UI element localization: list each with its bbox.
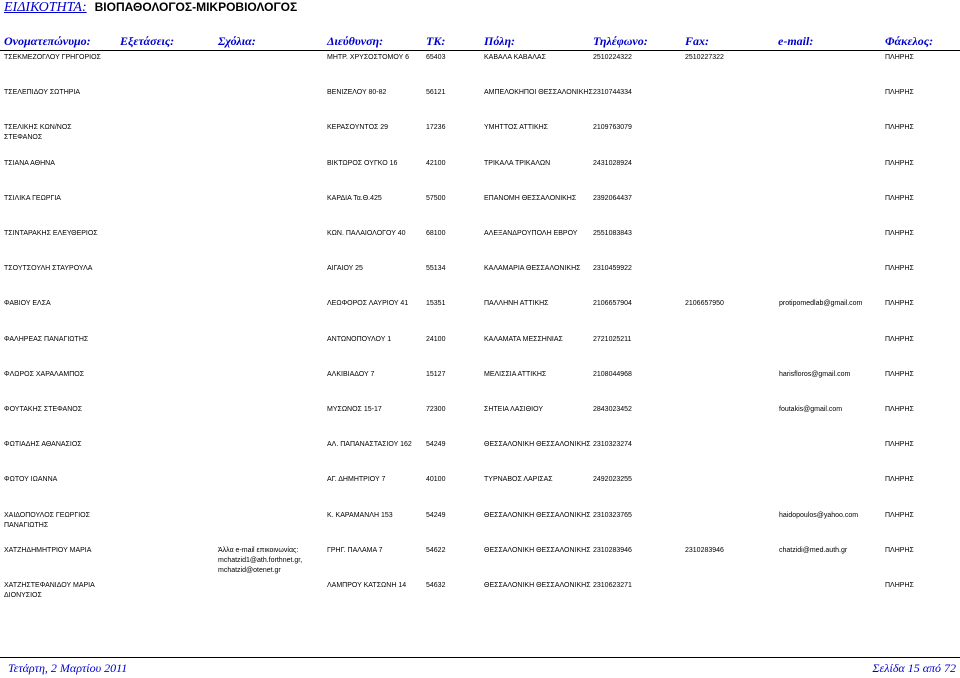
column-header-phone: Τηλέφωνο:	[593, 34, 648, 48]
cell-fax: 2310283946	[685, 546, 724, 554]
cell-zip: 57500	[426, 194, 446, 202]
table-row	[0, 159, 960, 193]
cell-folder: ΠΛΗΡΗΣ	[885, 406, 914, 413]
table-row	[0, 123, 960, 157]
table-row	[0, 405, 960, 439]
cell-address: ΚΑΡΔΙΑ Τα.Θ.425	[327, 194, 382, 202]
cell-name: ΤΣΕΛΕΠΙΔΟΥ ΣΩΤΗΡΙΑ	[4, 89, 81, 97]
cell-name: ΤΣΕΚΜΕΖΟΓΛΟΥ ΓΡΗΓΟΡΙΟΣ	[4, 54, 101, 61]
cell-name: ΤΣΙΛΙΚΑ ΓΕΩΡΓΙΑ	[4, 194, 61, 202]
cell-city: ΘΕΣΣΑΛΟΝΙΚΗ ΘΕΣΣΑΛΟΝΙΚΗΣ	[484, 511, 591, 519]
cell-folder: ΠΛΗΡΗΣ	[885, 300, 914, 308]
cell-city: ΚΑΛΑΜΑΡΙΑ ΘΕΣΣΑΛΟΝΙΚΗΣ	[484, 265, 581, 273]
cell-phone: 2310623271	[593, 582, 632, 589]
cell-phone: 2431028924	[593, 159, 632, 167]
cell-name: ΤΣΙΝΤΑΡΑΚΗΣ ΕΛΕΥΘΕΡΙΟΣ	[4, 230, 98, 237]
cell-name: ΦΩΤΙΑΔΗΣ ΑΘΑΝΑΣΙΟΣ	[4, 441, 82, 449]
table-row	[0, 88, 960, 122]
cell-city: ΕΠΑΝΟΜΗ ΘΕΣΣΑΛΟΝΙΚΗΣ	[484, 194, 577, 202]
cell-phone: 2310459922	[593, 265, 632, 273]
cell-folder: ΠΛΗΡΗΣ	[885, 582, 914, 589]
cell-zip: 15127	[426, 370, 446, 378]
cell-fax: 2106657950	[685, 300, 724, 308]
table-row	[0, 440, 960, 474]
cell-folder: ΠΛΗΡΗΣ	[885, 441, 914, 449]
cell-name: ΤΣΙΑΝΑ ΑΘΗΝΑ	[4, 159, 55, 167]
cell-comments: Άλλα e-mail επικοινωνίας: mchatzid1@ath.forthnet.gr, mchatzid@otenet.gr	[218, 546, 303, 574]
table-row	[0, 194, 960, 228]
cell-address: ΑΛ. ΠΑΠΑΝΑΣΤΑΣΙΟΥ 162	[327, 441, 412, 449]
cell-city: ΚΑΒΑΛΑ ΚΑΒΑΛΑΣ	[484, 54, 546, 61]
cell-city: ΤΥΡΝΑΒΟΣ ΛΑΡΙΣΑΣ	[484, 476, 553, 484]
cell-zip: 54622	[426, 546, 446, 554]
cell-folder: ΠΛΗΡΗΣ	[885, 194, 914, 202]
cell-phone: 2108044968	[593, 370, 632, 378]
footer-date: Τετάρτη, 2 Μαρτίου 2011	[8, 661, 128, 675]
column-header-comments: Σχόλια:	[218, 34, 256, 48]
cell-city: ΘΕΣΣΑΛΟΝΙΚΗ ΘΕΣΣΑΛΟΝΙΚΗΣ	[484, 546, 591, 554]
cell-email: haidopoulos@yahoo.com	[779, 511, 859, 519]
cell-phone: 2843023452	[593, 406, 632, 413]
cell-phone: 2551083843	[593, 230, 632, 237]
cell-email: foutakis@gmail.com	[779, 406, 843, 413]
cell-name: ΦΩΤΟΥ ΙΩΑΝΝΑ	[4, 476, 58, 484]
cell-phone: 2310323765	[593, 511, 632, 519]
table-row	[0, 546, 960, 580]
cell-address: ΚΩΝ. ΠΑΛΑΙΟΛΟΓΟΥ 40	[327, 230, 406, 237]
cell-phone: 2310283946	[593, 546, 632, 554]
cell-zip: 54249	[426, 511, 446, 519]
cell-address: ΒΙΚΤΩΡΟΣ ΟΥΓΚΟ 16	[327, 159, 398, 167]
cell-address: ΑΓ. ΔΗΜΗΤΡΙΟΥ 7	[327, 476, 386, 484]
column-header-address: Διεύθυνση:	[327, 34, 384, 48]
table-row	[0, 581, 960, 615]
cell-name: ΤΣΕΛΙΚΗΣ ΚΩΝ/ΝΟΣ ΣΤΕΦΑΝΟΣ	[4, 124, 72, 142]
cell-phone: 2721025211	[593, 335, 632, 343]
cell-address: ΜΥΣΩΝΟΣ 15-17	[327, 406, 382, 413]
column-header-folder: Φάκελος:	[885, 34, 934, 48]
cell-folder: ΠΛΗΡΗΣ	[885, 511, 914, 519]
page-footer	[0, 657, 960, 678]
cell-zip: 15351	[426, 300, 446, 308]
table-row	[0, 370, 960, 404]
cell-zip: 68100	[426, 230, 446, 237]
footer-page-number: Σελίδα 15 από 72	[872, 661, 956, 675]
cell-zip: 72300	[426, 406, 446, 413]
cell-name: ΧΑΤΖΗΔΗΜΗΤΡΙΟΥ ΜΑΡΙΑ	[4, 546, 92, 554]
table-row	[0, 335, 960, 369]
cell-city: ΤΡΙΚΑΛΑ ΤΡΙΚΑΛΩΝ	[484, 159, 551, 167]
cell-city: ΘΕΣΣΑΛΟΝΙΚΗ ΘΕΣΣΑΛΟΝΙΚΗΣ	[484, 441, 591, 449]
column-header-name: Ονοματεπώνυμο:	[4, 34, 91, 48]
cell-name: ΦΛΩΡΟΣ ΧΑΡΑΛΑΜΠΟΣ	[4, 370, 85, 378]
cell-email: harisfloros@gmail.com	[779, 370, 851, 378]
cell-city: ΑΜΠΕΛΟΚΗΠΟΙ ΘΕΣΣΑΛΟΝΙΚΗΣ	[484, 89, 593, 97]
cell-name: ΤΣΟΥΤΣΟΥΛΗ ΣΤΑΥΡΟΥΛΑ	[4, 265, 93, 273]
table-row	[0, 511, 960, 545]
cell-city: ΠΑΛΛΗΝΗ ΑΤΤΙΚΗΣ	[484, 300, 549, 308]
cell-address: ΛΕΩΦΟΡΟΣ ΛΑΥΡΙΟΥ 41	[327, 300, 409, 308]
cell-folder: ΠΛΗΡΗΣ	[885, 476, 914, 484]
cell-phone: 2492023255	[593, 476, 632, 484]
cell-name: ΧΑΤΖΗΣΤΕΦΑΝΙΔΟΥ ΜΑΡΙΑ ΔΙΟΝΥΣΙΟΣ	[4, 582, 95, 599]
cell-city: ΚΑΛΑΜΑΤΑ ΜΕΣΣΗΝΙΑΣ	[484, 335, 563, 343]
cell-address: ΚΕΡΑΣΟΥΝΤΟΣ 29	[327, 124, 389, 132]
cell-zip: 55134	[426, 265, 446, 273]
cell-address: ΒΕΝΙΖΕΛΟΥ 80-82	[327, 89, 387, 97]
cell-folder: ΠΛΗΡΗΣ	[885, 159, 914, 167]
cell-address: ΑΝΤΩΝΟΠΟΥΛΟΥ 1	[327, 335, 392, 343]
report-header	[4, 0, 297, 18]
cell-phone: 2109763079	[593, 124, 632, 132]
column-header-email: e-mail:	[778, 34, 814, 48]
cell-zip: 17236	[426, 124, 446, 132]
table-row	[0, 264, 960, 298]
cell-address: ΓΡΗΓ. ΠΑΛΑΜΑ 7	[327, 546, 383, 554]
cell-zip: 54632	[426, 582, 446, 589]
column-headers	[0, 34, 960, 51]
cell-city: ΣΗΤΕΙΑ ΛΑΣΙΘΙΟΥ	[484, 406, 544, 413]
cell-address: ΑΛΚΙΒΙΑΔΟΥ 7	[327, 370, 375, 378]
table-row	[0, 229, 960, 263]
cell-name: ΦΑΛΗΡΕΑΣ ΠΑΝΑΓΙΩΤΗΣ	[4, 335, 89, 343]
cell-folder: ΠΛΗΡΗΣ	[885, 124, 914, 132]
specialty-label: ΕΙΔΙΚΟΤΗΤΑ:	[4, 0, 87, 15]
column-header-city: Πόλη:	[484, 34, 516, 48]
cell-address: ΜΗΤΡ. ΧΡΥΣΟΣΤΟΜΟΥ 6	[327, 54, 409, 61]
cell-phone: 2310744334	[593, 89, 632, 97]
cell-fax: 2510227322	[685, 54, 724, 61]
cell-address: ΛΑΜΠΡΟΥ ΚΑΤΣΩΝΗ 14	[327, 582, 407, 589]
cell-zip: 24100	[426, 335, 446, 343]
cell-zip: 65403	[426, 54, 446, 61]
cell-email: chatzidi@med.auth.gr	[779, 546, 848, 554]
column-header-exams: Εξετάσεις:	[120, 34, 175, 48]
cell-folder: ΠΛΗΡΗΣ	[885, 370, 914, 378]
cell-phone: 2106657904	[593, 300, 632, 308]
cell-city: ΥΜΗΤΤΟΣ ΑΤΤΙΚΗΣ	[484, 124, 549, 132]
column-header-fax: Fax:	[685, 34, 709, 48]
table-row	[0, 475, 960, 509]
cell-zip: 54249	[426, 441, 446, 449]
cell-phone: 2392064437	[593, 194, 632, 202]
specialty-value: ΒΙΟΠΑΘΟΛΟΓΟΣ-ΜΙΚΡΟΒΙΟΛΟΓΟΣ	[94, 0, 298, 14]
cell-address: Κ. ΚΑΡΑΜΑΝΛΗ 153	[327, 511, 393, 519]
table-row	[0, 53, 960, 87]
cell-city: ΘΕΣΣΑΛΟΝΙΚΗ ΘΕΣΣΑΛΟΝΙΚΗΣ	[484, 582, 591, 589]
cell-phone: 2510224322	[593, 54, 632, 61]
cell-folder: ΠΛΗΡΗΣ	[885, 54, 914, 61]
cell-folder: ΠΛΗΡΗΣ	[885, 546, 914, 554]
cell-zip: 56121	[426, 89, 446, 97]
cell-folder: ΠΛΗΡΗΣ	[885, 230, 914, 237]
table-row	[0, 299, 960, 333]
cell-city: ΜΕΛΙΣΣΙΑ ΑΤΤΙΚΗΣ	[484, 370, 547, 378]
cell-folder: ΠΛΗΡΗΣ	[885, 265, 914, 273]
cell-zip: 40100	[426, 476, 446, 484]
cell-name: ΦΟΥΤΑΚΗΣ ΣΤΕΦΑΝΟΣ	[4, 406, 83, 413]
column-header-zip: ΤΚ:	[426, 34, 446, 48]
cell-name: ΧΑΙΔΟΠΟΥΛΟΣ ΓΕΩΡΓΙΟΣ ΠΑΝΑΓΙΩΤΗΣ	[4, 511, 90, 529]
cell-name: ΦΑΒΙΟΥ ΕΛΣΑ	[4, 300, 51, 308]
cell-folder: ΠΛΗΡΗΣ	[885, 89, 914, 97]
cell-folder: ΠΛΗΡΗΣ	[885, 335, 914, 343]
cell-phone: 2310323274	[593, 441, 632, 449]
cell-zip: 42100	[426, 159, 446, 167]
cell-address: ΑΙΓΑΙΟΥ 25	[327, 265, 363, 273]
cell-email: protipomedlab@gmail.com	[779, 300, 863, 308]
cell-city: ΑΛΕΞΑΝΔΡΟΥΠΟΛΗ ΕΒΡΟΥ	[484, 230, 578, 237]
